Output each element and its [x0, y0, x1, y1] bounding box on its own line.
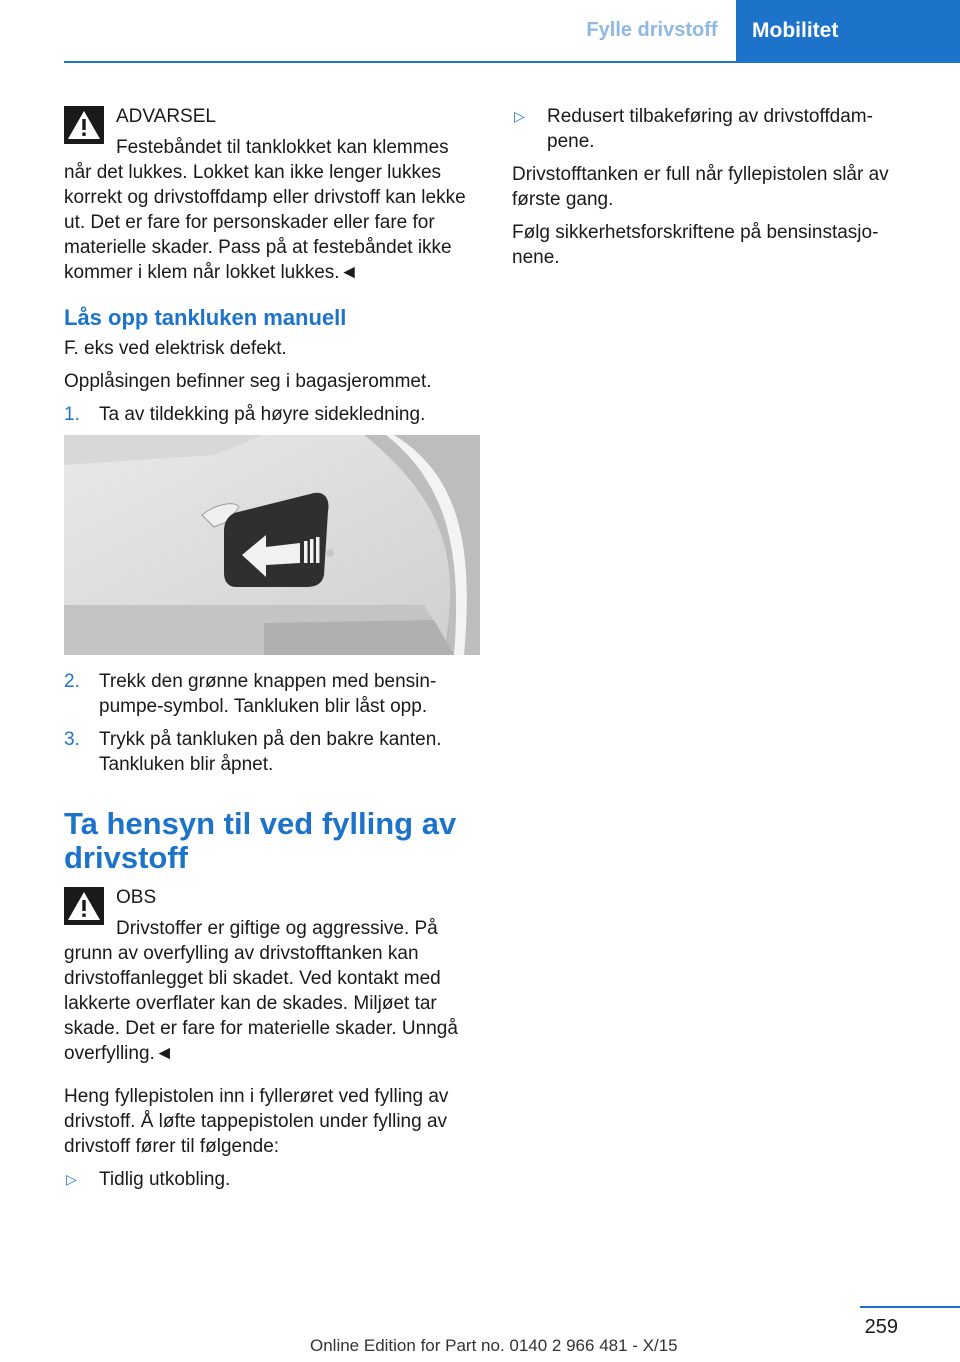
bullet-text: Redusert tilbakeføring av drivstoffdampene. — [547, 106, 873, 152]
triangle-bullet-icon: ▷ — [514, 108, 525, 124]
bullet-item — [512, 104, 908, 154]
section-heading: Ta hensyn til ved fylling av drivstoff — [64, 806, 457, 875]
paragraph: Heng fyllepistolen inn i fyllerøret ved fylling av drivstoff. Å løfte tappepistolen under fylling av drivstoff fører til følgende: — [64, 1086, 449, 1157]
subheading: Lås opp tankluken manuell — [64, 305, 347, 330]
warning-block — [64, 104, 480, 285]
bullet-item — [64, 1167, 480, 1192]
bullet-text: Tidlig utkobling. — [99, 1169, 231, 1190]
warning-text: Festebåndet til tanklokket kan klemmes når det lukkes. Lokket kan ikke lenger lukkes korrekt og drivstoffdamp eller drivstoff kan lekke ut. Det er fare for personskader eller fare for materielle skader. Pass på at festebåndet ikke kommer i klem når lokket lukkes.◄ — [64, 137, 466, 283]
warning-icon — [64, 106, 104, 144]
edition-footer: Online Edition for Part no. 0140 2 966 481 - X/15 — [310, 1336, 678, 1355]
step-item — [64, 669, 480, 719]
chapter-tab[interactable]: Mobilitet — [736, 0, 960, 61]
warning-icon — [64, 887, 104, 925]
section-tab[interactable]: Fylle drivstoff — [568, 0, 736, 61]
caution-text: Drivstoffer er giftige og aggressive. På grunn av overfylling av drivstofftanken kan drivstoffanlegget bli skadet. Ved kontakt med lakkerte overflater kan de skades. Miljøet tar skade. Det er fare for materielle skader. Unngå overfylling.◄ — [64, 918, 458, 1064]
paragraph: Følg sikkerhetsforskriftene på bensinstasjonene. — [512, 222, 879, 268]
paragraph: F. eks ved elektrisk defekt. — [64, 338, 287, 359]
step-text: Ta av tildekking på høyre sidekledning. — [99, 404, 426, 425]
footer-rule — [860, 1306, 960, 1308]
step-number: 3. — [64, 729, 80, 750]
trunk-panel-photo — [64, 435, 480, 655]
header-rule — [64, 61, 960, 63]
step-item — [64, 727, 480, 777]
right-column — [512, 104, 908, 278]
step-number: 2. — [64, 671, 80, 692]
paragraph: Opplåsingen befinner seg i bagasjerommet. — [64, 371, 432, 392]
step-text: Trekk den grønne knappen med bensinpumpe-symbol. Tankluken blir låst opp. — [99, 671, 437, 717]
step-text: Trykk på tankluken på den bakre kanten. Tankluken blir åpnet. — [99, 729, 442, 775]
step-number: 1. — [64, 404, 80, 425]
page-number: 259 — [864, 1316, 898, 1338]
left-column — [64, 104, 480, 1200]
caution-title: OBS — [116, 887, 157, 908]
warning-title: ADVARSEL — [116, 106, 216, 127]
caution-block — [64, 885, 480, 1066]
page-header — [568, 0, 960, 61]
paragraph: Drivstofftanken er full når fyllepistolen slår av første gang. — [512, 164, 889, 210]
step-item — [64, 402, 480, 427]
triangle-bullet-icon: ▷ — [66, 1171, 77, 1187]
